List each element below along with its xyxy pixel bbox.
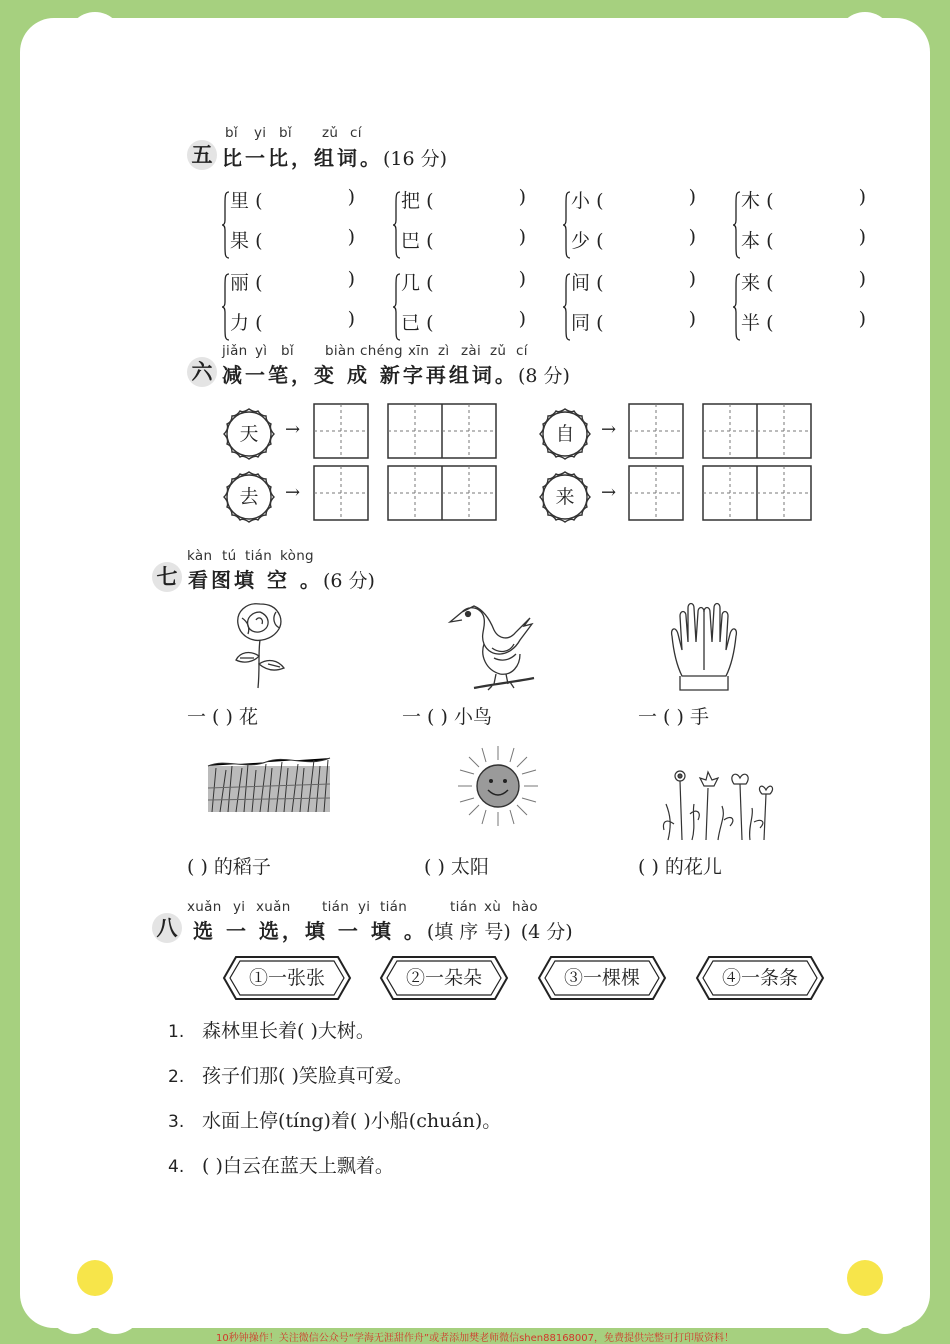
compare-pair bbox=[563, 268, 696, 342]
writing-box-pair[interactable] bbox=[702, 465, 812, 521]
pinyin-yi: yi bbox=[233, 899, 246, 915]
pinyin-xin: xīn bbox=[408, 343, 430, 359]
question-number: 2. bbox=[168, 1067, 185, 1087]
question-row[interactable] bbox=[168, 1151, 394, 1178]
pair-row[interactable]: 丽 ( ) bbox=[230, 268, 355, 294]
question-text: ( )白云在蓝天上飘着。 bbox=[202, 1155, 394, 1177]
pair-row[interactable]: 里 ( ) bbox=[230, 186, 355, 212]
writing-box[interactable] bbox=[313, 403, 369, 459]
arrow-icon: → bbox=[601, 482, 617, 503]
section-title: 看图填 空 。(6 分) bbox=[188, 568, 375, 592]
character-seal: 自 bbox=[538, 407, 592, 461]
section-score: (16 分) bbox=[383, 148, 448, 170]
pair-row[interactable]: 本 ( ) bbox=[741, 226, 866, 252]
flower-decoration-icon bbox=[35, 1218, 155, 1338]
question-row[interactable] bbox=[168, 1016, 375, 1043]
pinyin-xu: xù bbox=[484, 899, 502, 915]
footer-notice: 10秒钟操作！关注微信公众号“学海无涯甜作舟”或者添加樊老师微信shen88168007，免费提供完整可打印版资料！ bbox=[215, 1333, 735, 1344]
section-score: (4 分) bbox=[520, 921, 573, 943]
character-seal: 天 bbox=[222, 407, 276, 461]
bird-picture bbox=[444, 600, 536, 692]
fill-blank-flower[interactable]: 一 ( ) 花 bbox=[187, 706, 258, 728]
rice-field-picture bbox=[206, 752, 332, 814]
flowers-picture bbox=[662, 764, 778, 844]
fill-blank-sun[interactable]: ( ) 太阳 bbox=[424, 856, 489, 878]
arrow-icon: → bbox=[285, 482, 301, 503]
writing-box-pair[interactable] bbox=[387, 465, 497, 521]
pinyin-ci: cí bbox=[516, 343, 528, 359]
fill-blank-hand[interactable]: 一 ( ) 手 bbox=[638, 706, 709, 728]
pinyin-xuan: xuǎn bbox=[187, 899, 222, 915]
character-seal: 去 bbox=[222, 470, 276, 524]
pinyin-tu: tú bbox=[222, 548, 237, 564]
pinyin-tian: tián bbox=[245, 548, 273, 564]
section-title: 选 一 选，填 一 填 。(填 序 号) (4 分) bbox=[193, 919, 573, 943]
fill-blank-bird[interactable]: 一 ( ) 小鸟 bbox=[402, 706, 492, 728]
arrow-icon: → bbox=[285, 419, 301, 440]
option-tag: ③一棵棵 bbox=[537, 955, 667, 1001]
question-number: 4. bbox=[168, 1157, 185, 1177]
compare-pair bbox=[733, 186, 866, 260]
pair-row[interactable]: 果 ( ) bbox=[230, 226, 355, 252]
writing-box-pair[interactable] bbox=[387, 403, 497, 459]
sun-picture bbox=[456, 744, 540, 828]
pinyin-jian: jiǎn bbox=[222, 343, 248, 359]
pinyin-ci: cí bbox=[350, 125, 362, 141]
pair-row[interactable]: 已 ( ) bbox=[401, 308, 526, 334]
rose-picture bbox=[228, 598, 292, 692]
section-note: (填 序 号) bbox=[426, 921, 511, 943]
question-text: 森林里长着( )大树。 bbox=[202, 1020, 375, 1042]
question-number: 3. bbox=[168, 1112, 185, 1132]
writing-box-pair[interactable] bbox=[702, 403, 812, 459]
pinyin-xuan: xuǎn bbox=[256, 899, 291, 915]
pinyin-bi: bǐ bbox=[225, 125, 238, 141]
option-tag: ①一张张 bbox=[222, 955, 352, 1001]
pinyin-kong: kòng bbox=[280, 548, 314, 564]
pinyin-tian: tián bbox=[380, 899, 408, 915]
pinyin-zu: zǔ bbox=[322, 125, 339, 141]
pinyin-tian: tián bbox=[322, 899, 350, 915]
pair-row[interactable]: 小 ( ) bbox=[571, 186, 696, 212]
option-tag: ②一朵朵 bbox=[379, 955, 509, 1001]
pair-row[interactable]: 木 ( ) bbox=[741, 186, 866, 212]
pair-row[interactable]: 半 ( ) bbox=[741, 308, 866, 334]
writing-box[interactable] bbox=[313, 465, 369, 521]
pair-row[interactable]: 力 ( ) bbox=[230, 308, 355, 334]
pinyin-yi: yi bbox=[254, 125, 267, 141]
pair-row[interactable]: 少 ( ) bbox=[571, 226, 696, 252]
section-score: (8 分) bbox=[517, 365, 570, 387]
character-seal: 来 bbox=[538, 470, 592, 524]
pinyin-zi: zì bbox=[438, 343, 450, 359]
question-text: 水面上停(tíng)着( )小船(chuán)。 bbox=[202, 1110, 502, 1132]
question-number: 1. bbox=[168, 1022, 185, 1042]
fill-blank-flowers[interactable]: ( ) 的花儿 bbox=[638, 856, 722, 878]
section-title: 减一笔，变 成 新字再组词。(8 分) bbox=[222, 363, 570, 387]
pinyin-bian: biàn bbox=[325, 343, 356, 359]
pair-row[interactable]: 巴 ( ) bbox=[401, 226, 526, 252]
section-number: 七 bbox=[152, 562, 182, 592]
section-number: 八 bbox=[152, 913, 182, 943]
pinyin-zu: zǔ bbox=[490, 343, 507, 359]
option-tag: ④一条条 bbox=[695, 955, 825, 1001]
pair-row[interactable]: 间 ( ) bbox=[571, 268, 696, 294]
pinyin-bi: bǐ bbox=[279, 125, 292, 141]
arrow-icon: → bbox=[601, 419, 617, 440]
pinyin-bi: bǐ bbox=[281, 343, 294, 359]
compare-pair bbox=[563, 186, 696, 260]
compare-pair bbox=[222, 268, 355, 342]
pinyin-zai: zài bbox=[461, 343, 482, 359]
pair-row[interactable]: 把 ( ) bbox=[401, 186, 526, 212]
pair-row[interactable]: 几 ( ) bbox=[401, 268, 526, 294]
hands-picture bbox=[668, 600, 740, 692]
question-row[interactable] bbox=[168, 1061, 413, 1088]
compare-pair bbox=[733, 268, 866, 342]
pinyin-yi: yì bbox=[255, 343, 268, 359]
pinyin-hao: hào bbox=[512, 899, 538, 915]
pinyin-kan: kàn bbox=[187, 548, 213, 564]
section-number: 五 bbox=[187, 140, 217, 170]
section-number: 六 bbox=[187, 357, 217, 387]
question-text: 孩子们那( )笑脸真可爱。 bbox=[202, 1065, 413, 1087]
writing-box[interactable] bbox=[628, 403, 684, 459]
compare-pair bbox=[222, 186, 355, 260]
question-row[interactable] bbox=[168, 1106, 501, 1133]
section-title: 比一比，组词。(16 分) bbox=[222, 146, 448, 170]
pinyin-tian: tián bbox=[450, 899, 478, 915]
pair-row[interactable]: 同 ( ) bbox=[571, 308, 696, 334]
fill-blank-rice[interactable]: ( ) 的稻子 bbox=[187, 856, 271, 878]
section-score: (6 分) bbox=[322, 570, 375, 592]
pinyin-yi: yi bbox=[358, 899, 371, 915]
compare-pair bbox=[393, 268, 526, 342]
pinyin-cheng: chéng bbox=[360, 343, 403, 359]
writing-box[interactable] bbox=[628, 465, 684, 521]
compare-pair bbox=[393, 186, 526, 260]
flower-decoration-icon bbox=[805, 1218, 925, 1338]
pair-row[interactable]: 来 ( ) bbox=[741, 268, 866, 294]
